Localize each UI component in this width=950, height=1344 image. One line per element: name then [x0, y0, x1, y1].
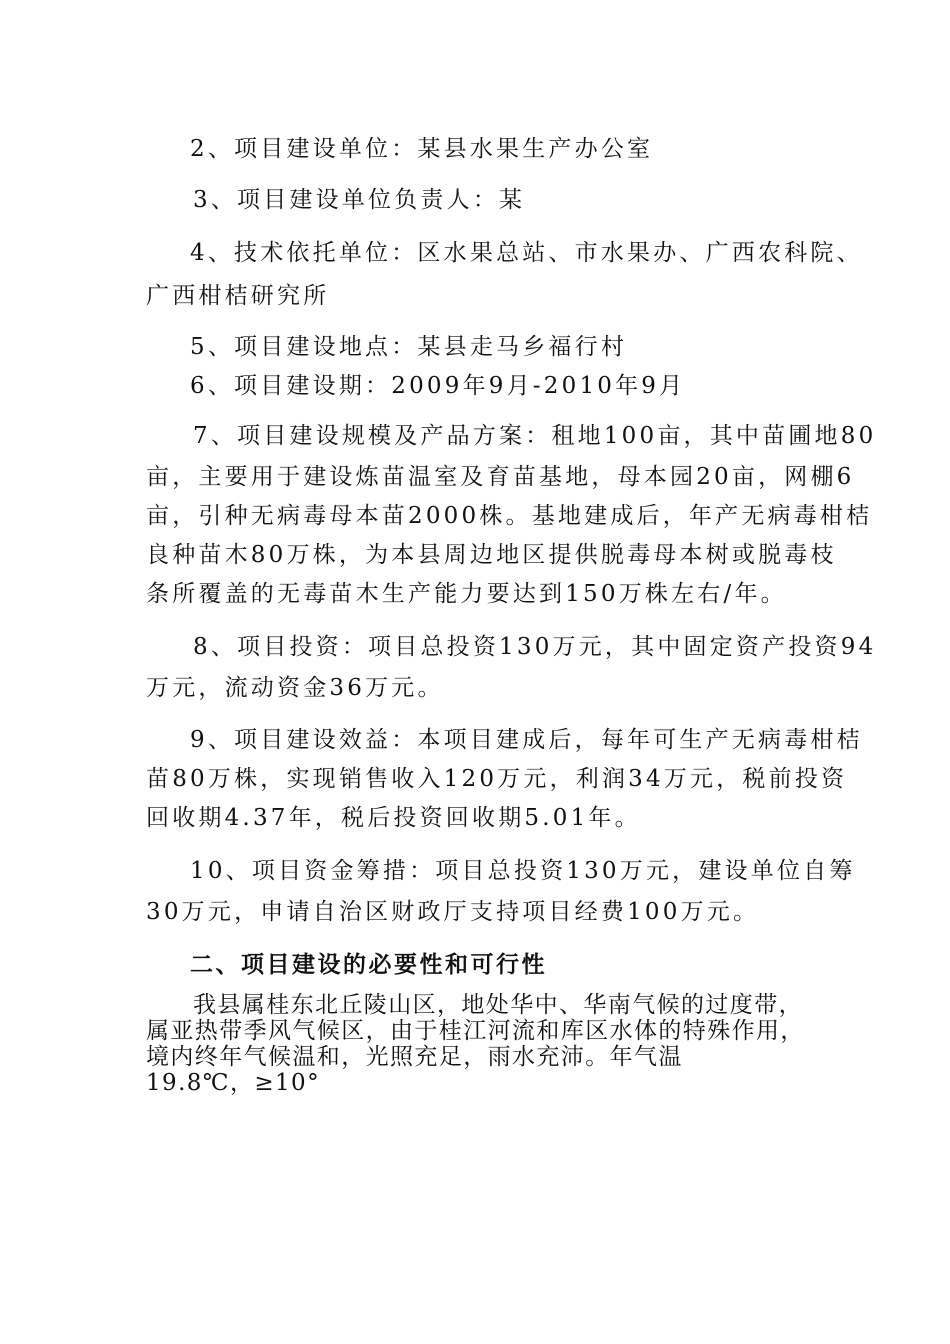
item-7-line-5: 条所覆盖的无毒苗木生产能力要达到150万株左右/年。	[146, 581, 787, 607]
item-8-line-1: 8、项目投资：项目总投资130万元，其中固定资产投资94	[193, 634, 877, 660]
section-paragraph-line-3: 境内终年气候温和，光照充足，雨水充沛。年气温	[146, 1044, 683, 1070]
item-10-line-2: 30万元，申请自治区财政厅支持项目经费100万元。	[146, 899, 760, 925]
item-7-line-3: 亩，引种无病毒母本苗2000株。基地建成后，年产无病毒柑桔	[146, 503, 873, 529]
item-7-line-4: 良种苗木80万株，为本县周边地区提供脱毒母本树或脱毒枝	[146, 542, 837, 568]
item-7-line-2: 亩，主要用于建设炼苗温室及育苗基地，母本园20亩，网棚6	[146, 464, 855, 490]
item-9-line-2: 苗80万株，实现销售收入120万元，利润34万元，税前投资	[146, 766, 848, 792]
section-paragraph-line-1: 我县属桂东北丘陵山区，地处华中、华南气候的过度带，	[193, 992, 803, 1018]
item-4-line-2: 广西柑桔研究所	[146, 283, 330, 309]
item-3-line-1: 3、项目建设单位负责人：某	[193, 187, 526, 213]
item-9-line-1: 9、项目建设效益：本项目建成后，每年可生产无病毒柑桔	[190, 727, 863, 753]
item-6-line-1: 6、项目建设期：2009年9月-2010年9月	[190, 373, 686, 399]
item-4-line-1: 4、技术依托单位：区水果总站、市水果办、广西农科院、	[190, 240, 863, 266]
section-paragraph-line-4: 19.8℃，≥10°	[146, 1070, 320, 1096]
item-8-line-2: 万元，流动资金36万元。	[146, 675, 444, 701]
item-7-line-1: 7、项目建设规模及产品方案：租地100亩，其中苗圃地80	[193, 423, 877, 449]
item-2-line-1: 2、项目建设单位：某县水果生产办公室	[190, 136, 654, 162]
item-9-line-3: 回收期4.37年，税后投资回收期5.01年。	[146, 805, 641, 831]
section-heading: 二、项目建设的必要性和可行性	[190, 951, 547, 978]
item-10-line-1: 10、项目资金筹措：项目总投资130万元，建设单位自筹	[190, 858, 856, 884]
item-5-line-1: 5、项目建设地点：某县走马乡福行村	[190, 334, 628, 360]
section-paragraph-line-2: 属亚热带季风气候区，由于桂江河流和库区水体的特殊作用，	[146, 1018, 805, 1044]
